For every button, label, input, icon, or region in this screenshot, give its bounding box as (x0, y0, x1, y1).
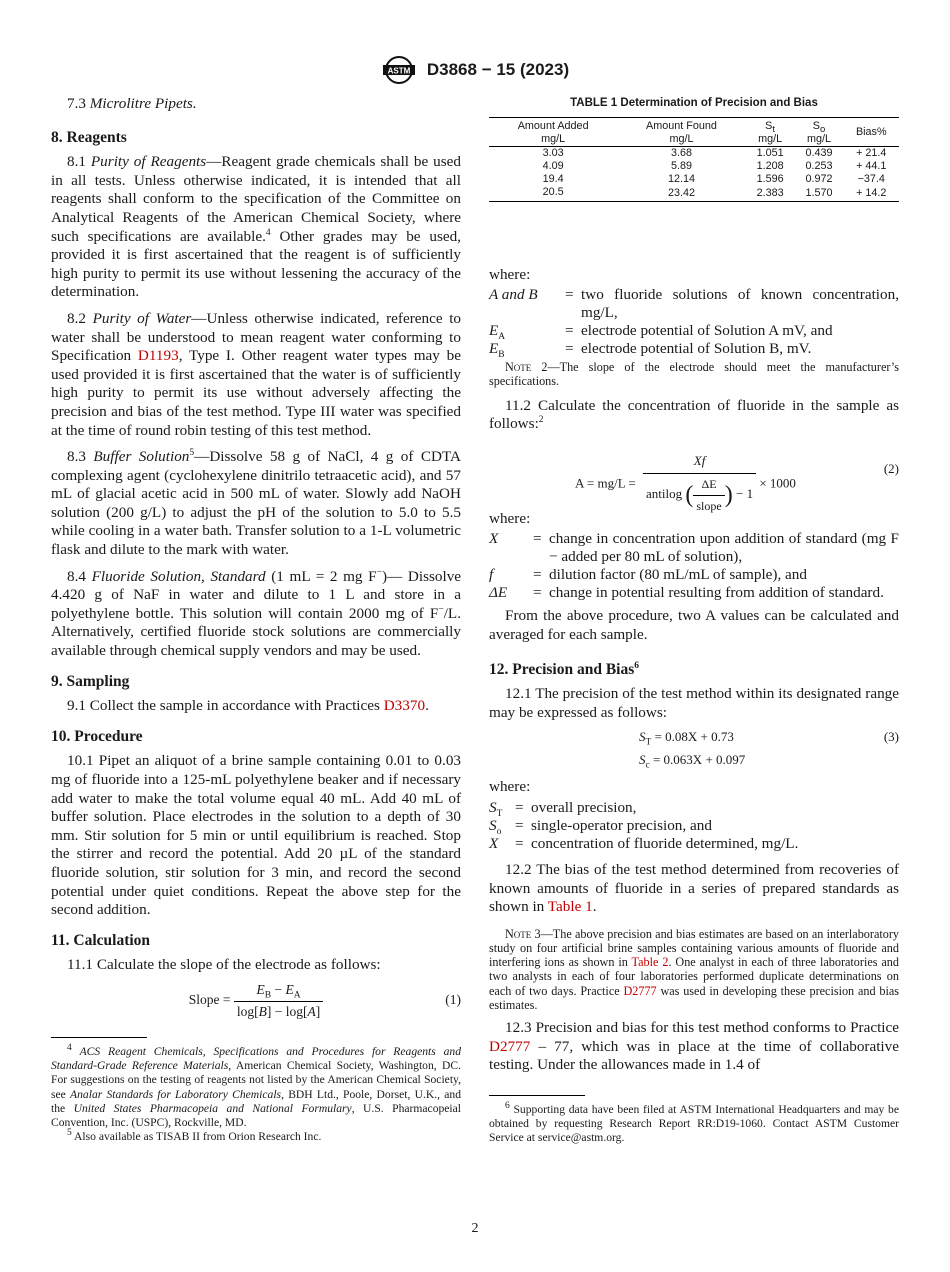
section-12-1: 12.1 The precision of the test method within its designated range may be expressed as follows: (489, 685, 899, 721)
section-12-heading: 12. Precision and Bias$^6$ (489, 660, 640, 678)
footnote-5: $^5$ Also available as TISAB II from Orion Research Inc. (67, 1128, 322, 1144)
list-item: X = concentration of fluoride determined, mg/L. (489, 834, 799, 852)
section-9-heading: 9. Sampling (51, 672, 130, 690)
section-10-1: 10.1 Pipet an aliquot of a brine sample containing 0.01 to 0.03 mg of fluoride into a 125-mL polyethylene beaker and if necessary add water to make the total volume equal 40 mL. Add 40 mL of buffer solution. Place electrodes in the solution to a depth of 30 mm. Stir solution for 5 min or until equilibrium is reached. Stop the stirrer and record the potential. Add 20 µL of the standard fluoride solution, stir solution for 3 min, and record the second potential under quiet conditions. Repeat the above step for the second addition. (51, 752, 462, 919)
table-header: $S_t$ mg/L (758, 119, 783, 145)
section-8-2: 8.2 Purity of Water—Unless otherwise indicated, reference to water shall be understood to mean reagent water conforming to Specification D1193, Type I. Other reagent water types may be used provided it is first ascertained that the water is of sufficiently high purity to permit its use without adversely affecting the precision and bias of the test method. Type III water was specified at the time of round robin testing of this test method. (51, 309, 462, 439)
list-item: f = dilution factor (80 mL/mL of sample), and (489, 566, 807, 584)
section-12-3: 12.3 Precision and bias for this test method conforms to Practice D2777 – 77, which was in place at the time of collaborative testing. Under the allowances made in 1.4 of (489, 1018, 900, 1074)
equation-1: Slope = $\frac{E_B - E_A}{\log[B] - \log[A]}$ (1) (51, 981, 461, 1021)
section-9-1: 9.1 Collect the sample in accordance with Practices D3370. (67, 697, 429, 715)
table-header: $S_o$ mg/L (807, 119, 832, 145)
table-1-title: TABLE 1 Determination of Precision and Bias (570, 97, 818, 109)
table-header: Bias% (855, 126, 887, 139)
note-3: Note 3—The above precision and bias estimates are based on an interlaboratory study on four artificial brine samples containing various amounts of fluoride and interfering ions as shown in Table 2. One analyst in each of three laboratories and two analysts in each of four laboratories performed duplicate determinations on each of two days. Practice D2777 was used in developing these precision and bias estimates. (489, 926, 900, 1012)
page-number: 2 (471, 1221, 479, 1236)
page-header (0, 55, 950, 85)
section-8-heading: 8. Reagents (51, 128, 127, 146)
d3370-link[interactable]: D3370 (383, 697, 426, 715)
table-header: Amount Found mg/L (646, 119, 717, 145)
where-label-3: where: (489, 778, 531, 796)
note-2: Note 2—The slope of the electrode should meet the manufacturer’s specifications. (489, 360, 899, 389)
section-8-1: 8.1 Purity of Reagents—Reagent grade chemicals shall be used in all tests. Unless otherwise indicated, it is intended that all reagents shall conform to the specification of the Committee on Analytical Reagents of the American Chemical Society, where such specifications are available.$^4$ Other grades may be used, provided it is first ascertained that the reagent is of sufficiently high purity to permit its use without lessening the accuracy of the determination. (51, 153, 462, 301)
list-item: A and B = two fluoride solutions of known concentration, mg/L, (489, 286, 899, 322)
table-1 (489, 117, 899, 202)
table-row: 4.09 5.89 1.208 0.253 + 44.1 (542, 159, 887, 172)
where-list-3 (489, 799, 899, 853)
where-list-2 (489, 530, 899, 602)
where-label-1: where: (489, 265, 531, 283)
section-10-heading: 10. Procedure (51, 727, 143, 745)
section-8-4: 8.4 Fluoride Solution, Standard (1 mL = 2 mg F−)— Dissolve 4.420 g of NaF in water and dilute to 1 L and store in a polyethylene bottle. This solution will contain 2000 mg of F−/L. Alternatively, certified fluoride stock solutions are commercially available through chemical supply vendors and may be used. (51, 567, 462, 660)
list-item: $S_o$ = single-operator precision, and (489, 816, 712, 837)
d2777-link-2[interactable]: D2777 (489, 1037, 531, 1055)
footnote-divider (51, 1037, 147, 1038)
section-11-2: 11.2 Calculate the concentration of fluoride in the sample as follows:$^2$ (489, 396, 899, 433)
list-item: $E_A$ = electrode potential of Solution A mV, and (489, 322, 833, 343)
section-8-3: 8.3 Buffer Solution$^5$—Dissolve 58 g of NaCl, 4 g of CDTA complexing agent (cyclohexylene dinitrilo tetraacetic acid), and 57 mL of glacial acetic acid in 500 mL of water. Slowly add NaOH solution (200 g/L) to adjust the pH of the solution to 5.0 to 5.5 while cooling in a water bath. Transfer solution to a 1-L volumetric flask and dilute to the mark with water. (51, 448, 461, 559)
equation-1-fraction: $\frac{E_B - E_A}{\log[B] - \log[A]}$ (234, 981, 323, 1021)
table-row: 19.4 12.14 1.596 0.972 −37.4 (542, 172, 885, 185)
where-label-2: where: (489, 509, 531, 527)
astm-logo-icon (381, 55, 417, 85)
svg-text:ASTM: ASTM (387, 66, 411, 76)
section-7-3: 7.3 Microlitre Pipets. (67, 95, 197, 112)
footnote-divider-right (489, 1095, 585, 1096)
equation-3: $S_T = 0.08X + 0.73$ $S_c = 0.063X + 0.097$ (3) (489, 726, 899, 774)
equation-1-number: (1) (445, 991, 461, 1007)
left-column (51, 92, 461, 1144)
average-paragraph: From the above procedure, two A values can be calculated and averaged for each sample. (489, 607, 899, 643)
d2777-link[interactable]: D2777 (623, 983, 657, 998)
list-item: $E_B$ = electrode potential of Solution B, mV. (489, 340, 812, 361)
section-11-heading: 11. Calculation (51, 931, 151, 949)
list-item: ΔE = change in potential resulting from addition of standard. (489, 584, 884, 602)
where-list-1 (489, 286, 899, 361)
list-item: $S_T$ = overall precision, (489, 798, 637, 819)
standard-designation: D3868 − 15 (2023) (426, 60, 570, 79)
section-11-1: 11.1 Calculate the slope of the electrode as follows: (67, 956, 381, 974)
equation-2: A = mg/L = Xf antilog ( $\frac{\Delta E}{\text{slope}}$ ) − 1 × 1000 (2) (575, 452, 899, 513)
table-2-link[interactable]: Table 2 (631, 955, 669, 970)
footnote-6: $^6$ Supporting data have been filed at ASTM International Headquarters and may be obtained by requesting Research Report RR:D19-1060. Contact ASTM Customer Service at service@astm.org. (489, 1100, 899, 1145)
table-row: 20.5 23.42 2.383 1.570 + 14.2 (489, 186, 899, 202)
right-column (489, 94, 899, 1145)
equation-3-number: (3) (883, 729, 899, 745)
table-1-link[interactable]: Table 1 (547, 898, 593, 916)
section-12-2: 12.2 The bias of the test method determined from recoveries of known amounts of fluoride in a series of prepared standards as shown in Table 1. (489, 860, 900, 916)
d1193-link[interactable]: D1193 (137, 347, 179, 365)
table-header: Amount Added mg/L (517, 119, 589, 145)
footnote-4: $^4$ ACS Reagent Chemicals, Specifications and Procedures for Reagents and Standard-Grade Reference Materials, American Chemical Society, Washington, DC. For suggestions on the testing of reagents not listed by the American Chemical Society, see Analar Standards for Laboratory Chemicals, BDH Ltd., Poole, Dorset, U.K., and the United States Pharmacopeia and National Formulary, U.S. Pharmacopeial Convention, Inc. (USPC), Rockville, MD. (51, 1043, 462, 1129)
equation-2-number: (2) (883, 460, 899, 476)
table-row: 3.03 3.68 1.051 0.439 + 21.4 (542, 146, 887, 159)
list-item: X = change in concentration upon addition of standard (mg F − added per 80 mL of solution), (489, 530, 899, 566)
